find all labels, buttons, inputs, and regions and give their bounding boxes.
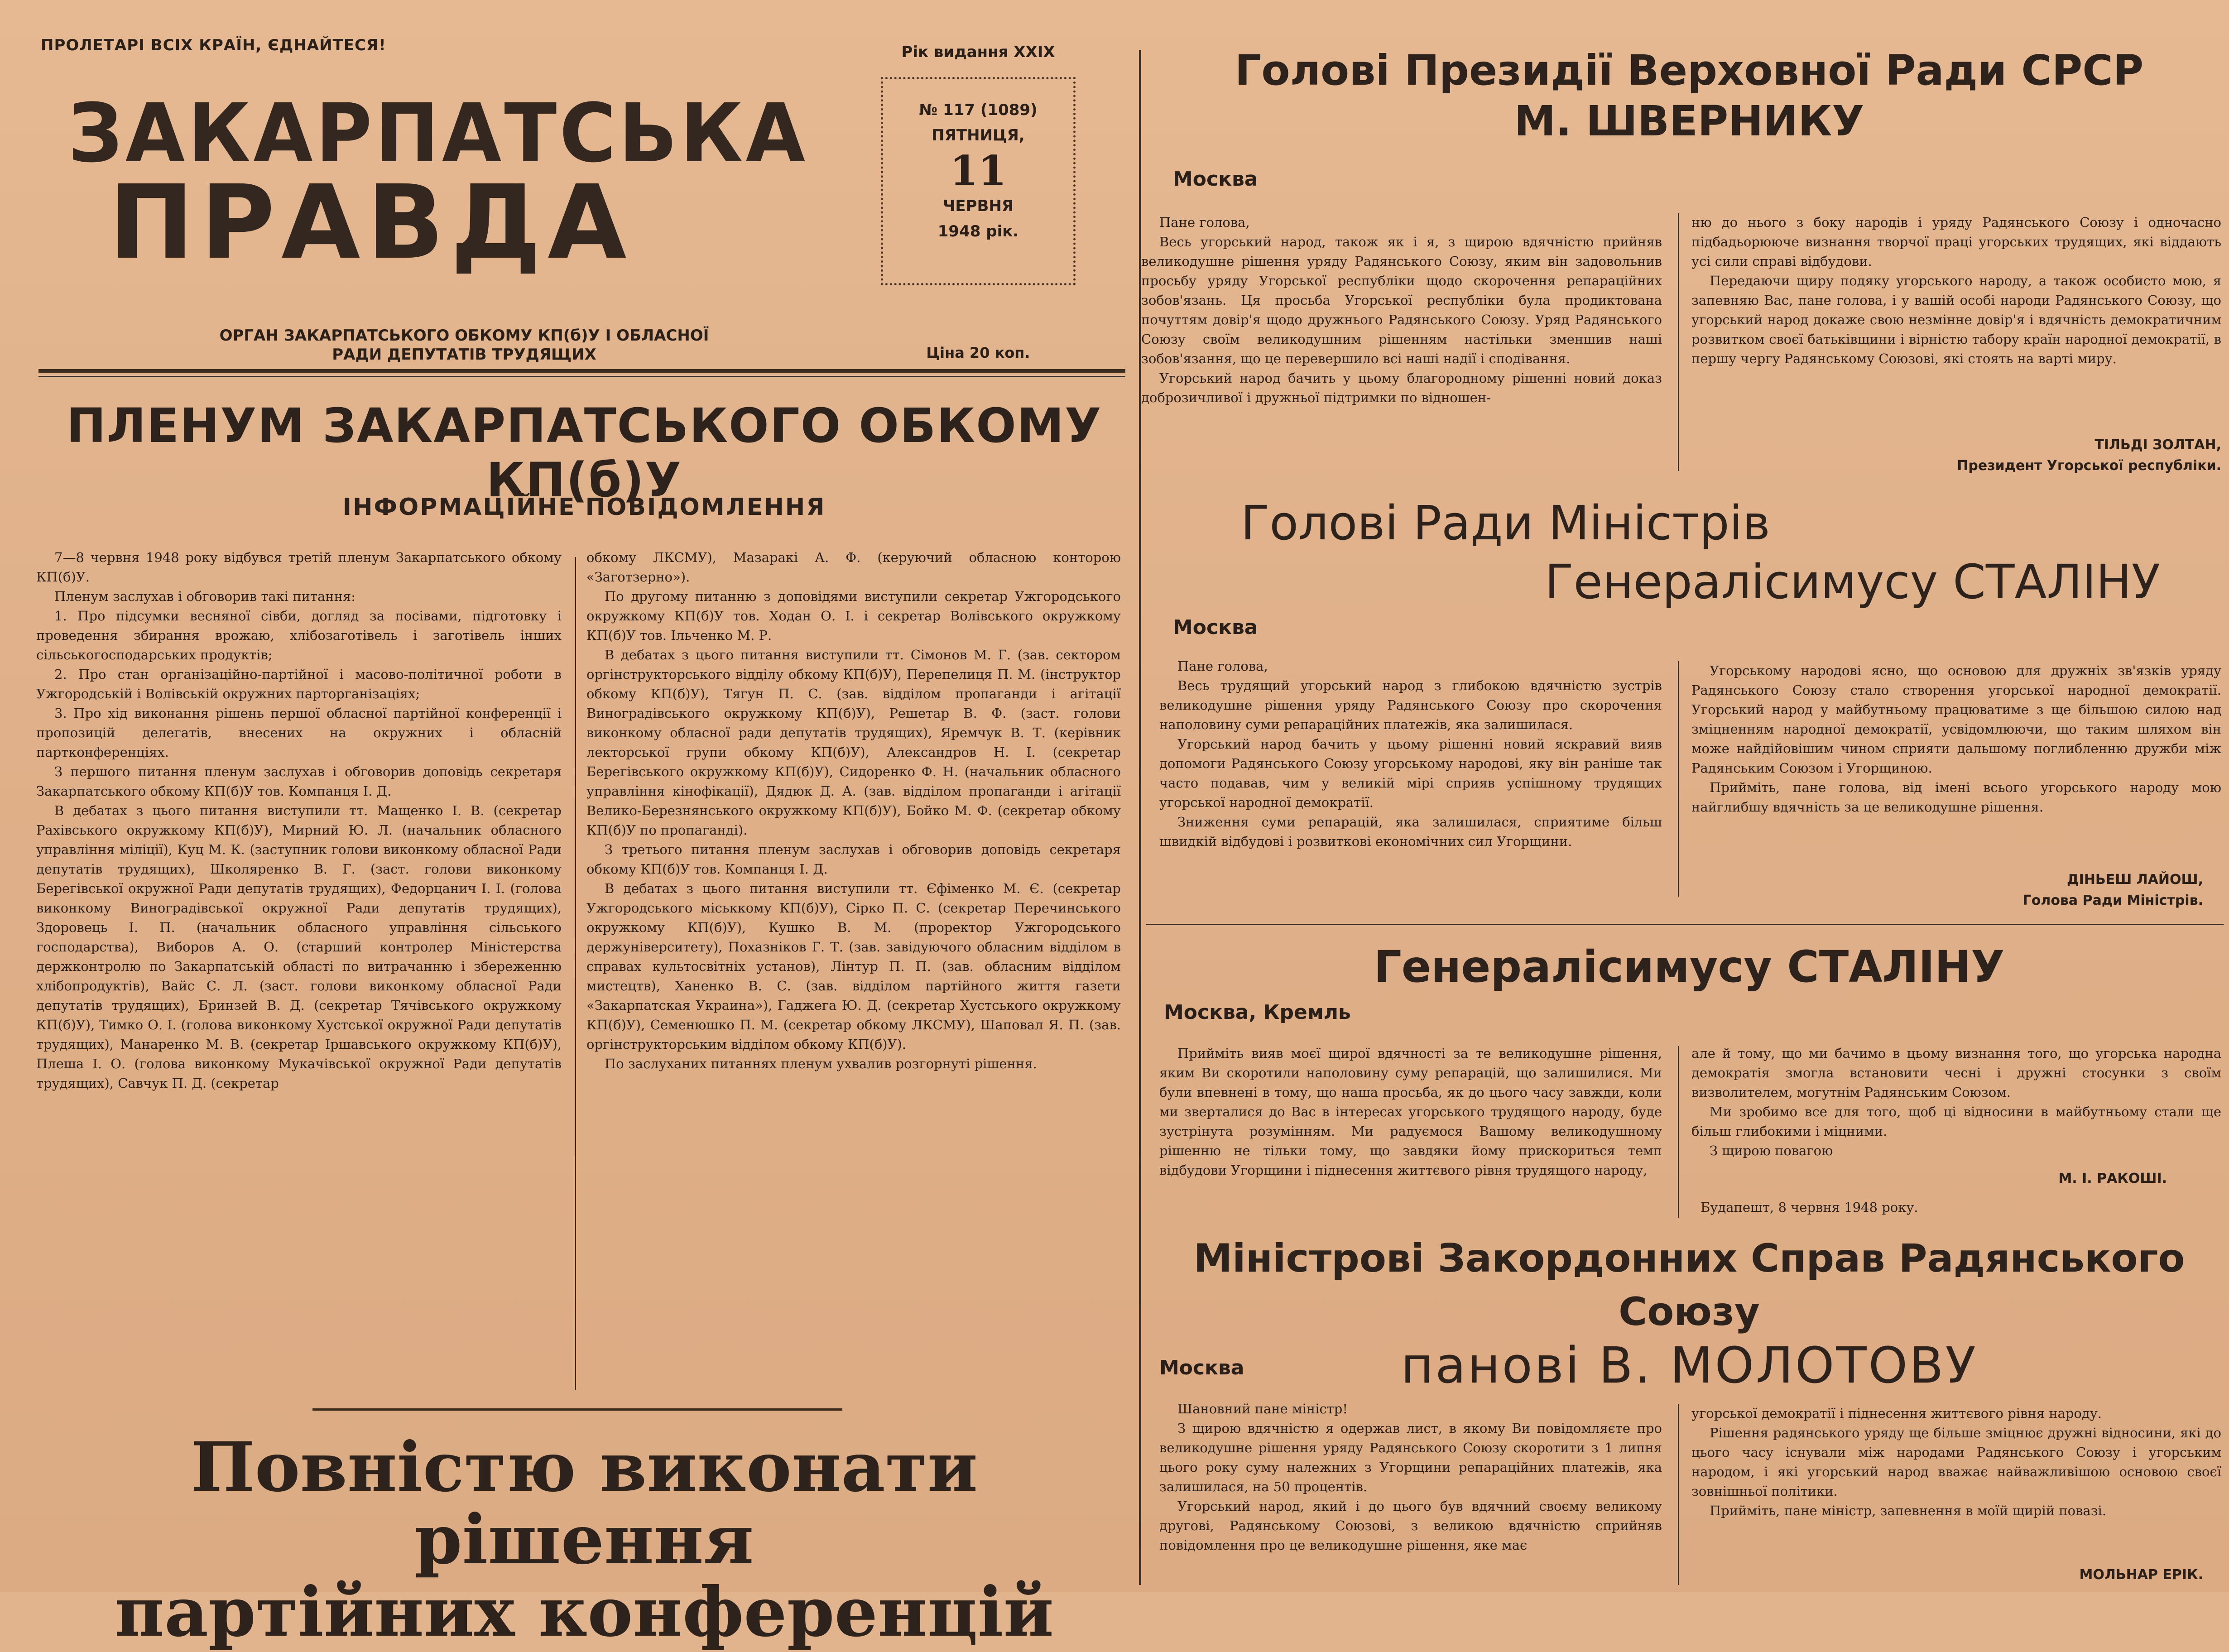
- bottom-headline-line2: партійних конференцій: [115, 1572, 1054, 1652]
- plenum-paragraph: обкому ЛКСМУ), Мазаракі А. Ф. (керуючий обласною конторою «Заготзерно»).: [586, 550, 1121, 585]
- issue-box: [881, 77, 1076, 285]
- masthead-organ: ОРГАН ЗАКАРПАТСЬКОГО ОБКОМУ КП(б)У І ОБЛАСНОЇ РАДИ ДЕПУТАТІВ ТРУДЯЩИХ: [219, 327, 709, 364]
- letter-paragraph: З щирою вдячністю я одержав лист, в якому Ви повідомляєте про великодушне рішення уряду Радянського Союзу скоротити з 1 липня цього року суму належних з Угорщини репараційних платежів, яка залишилася, на 50 процентів.: [1159, 1421, 1662, 1494]
- letter4-signer: МОЛЬНАР ЕРІК.: [2079, 1567, 2203, 1583]
- letter-separator: [1146, 924, 2224, 925]
- letter2-title-line2: Генералісимусу СТАЛІНУ: [1545, 554, 2160, 610]
- plenum-paragraph: 3. Про хід виконання рішень першої обласної партійної конференції і пропозицій делегатів, внесених на окружних і обласній партконференціях.: [36, 706, 562, 760]
- letter1-signature: [1691, 435, 2221, 476]
- letter2-column-2: [1691, 661, 2221, 817]
- letter-paragraph: але й тому, що ми бачимо в цьому визнання того, що угорська народна демократія змогла встановити чесні і дружні стосунки з своїм визволителем, могутнім Радянським Союзом.: [1691, 1046, 2221, 1100]
- plenum-title: ПЛЕНУМ ЗАКАРПАТСЬКОГО ОБКОМУ КП(б)У: [66, 398, 1102, 508]
- letter2-title-line1: Голові Ради Міністрів: [1241, 495, 1770, 551]
- plenum-paragraph: З третього питання пленум заслухав і обговорив доповідь секретаря обкому КП(б)У тов. Компанця І. Д.: [586, 842, 1121, 877]
- issue-day: 11: [950, 147, 1007, 195]
- letter1-signer-title: Президент Угорської республіки.: [1957, 458, 2221, 474]
- plenum-subtitle: ІНФОРМАЦІЙНЕ ПОВІДОМЛЕННЯ: [342, 494, 826, 521]
- letter3-signer: М. І. РАКОШІ.: [2058, 1171, 2167, 1186]
- letter1-column-divider: [1678, 213, 1679, 471]
- letter2-column-divider: [1678, 661, 1679, 897]
- plenum-column-divider: [575, 557, 576, 1390]
- bottom-headline: [41, 1427, 1128, 1652]
- letter4-column-2: [1691, 1404, 2221, 1521]
- letter-paragraph: Угорський народ бачить у цьому рішенні новий яскравий вияв допомоги Радянського Союзу угорському народові, яку він раніше так часто подавав, чим у великій мірі сприяв успішному трудящих угорської народної демократії.: [1159, 736, 1662, 810]
- letter1-title: [1150, 45, 2228, 147]
- letter4-title: [1150, 1232, 2228, 1392]
- letter3-column-2: [1691, 1044, 2221, 1161]
- letter-paragraph: Передаючи щиру подяку угорського народу, а також особисто мою, я запевняю Вас, пане голова, і у вашій особі народи Радянського Союзу, що угорський народ докаже свою незмінне довір'я і вдячність демократичним розвитком своєї батьківщини і вірністю табору країн народної демократії, в першу чергу Радянському Союзові, які стоять на варті миру.: [1691, 273, 2221, 366]
- letter-paragraph: Весь угорський народ, також як і я, з щирою вдячністю прийняв великодушне рішення уряду Радянського Союзу, яким він задовольнив просьбу уряду Угорської республіки щодо скорочення репараційних зобов'язань. Ця просьба Угорської республіки була продиктована почуттям довір'я щодо дружнього Радянського Союзу. Уряд Радянського Союзу своїм великодушним рішенням настільки зменшив наші зобов'язання, що це перевершило всі наші надії і сподівання.: [1141, 234, 1662, 366]
- year-of-publication: Рік видання XXIX: [901, 43, 1055, 61]
- letter4-city: Москва: [1159, 1356, 1244, 1379]
- letter-paragraph: Ми зробимо все для того, щоб ці відносини в майбутньому стали ще більш глибокими і міцними.: [1691, 1104, 2221, 1139]
- letter-paragraph: угорської демократії і піднесення життєвого рівня народу.: [1691, 1406, 2102, 1421]
- issue-year: 1948 рік.: [937, 222, 1019, 240]
- letter-paragraph: З щирою повагою: [1710, 1143, 1833, 1158]
- plenum-paragraph: В дебатах з цього питання виступили тт. Мащенко І. В. (секретар Рахівського окружкому КП(б)У), Мирний Ю. Л. (начальник обласного управління міліції), Куц М. К. (заступник голови виконкому обласної Ради депутатів трудящих), Школяренко В. Г. (заст. голови виконкому Берегівської окружної Ради депутатів трудящих), Федорцанич І. І. (голова виконкому Виноградівської окружної Ради депутатів трудящих), Здоровець І. П. (начальник обласного управління сільського господарства), Виборов А. О. (старший контролер Міністерства держконтролю по Закарпатській області по витрачанню і збереженню хлібопродуктів), Вайс С. Л. (заст. голови виконкому обласної Ради депутатів трудящих), Бринзей В. Д. (секретар Тячівського окружкому КП(б)У), Тимко О. І. (голова виконкому Хустської окружної Ради депутатів трудящих), Манаренко М. В. (секретар Іршавського окружкому КП(б)У), Плеша І. О. (голова виконкому Мукачівської окружної Ради депутатів трудящих), Савчук П. Д. (секретар: [36, 803, 562, 1091]
- letter4-column-divider: [1678, 1404, 1679, 1585]
- masthead-rule: [38, 369, 1125, 373]
- letter2-signer: ДІНЬЕШ ЛАЙОШ,: [2066, 872, 2203, 888]
- letter4-title-line1: Міністрові Закордонних Справ Радянського Союзу: [1193, 1236, 2185, 1335]
- letter2-title: [1177, 494, 2210, 611]
- slogan: ПРОЛЕТАРІ ВСІХ КРАЇН, ЄДНАЙТЕСЯ!: [41, 36, 386, 54]
- letter-paragraph: Угорський народ, який і до цього був вдячний своєму великому другові, Радянському Союзові, з великою вдячністю сприйняв повідомлення про це великодушне рішення, яке має: [1159, 1498, 1662, 1553]
- letter2-column-1: [1159, 657, 1662, 851]
- letter-paragraph: Прийміть вияв моєї щирої вдячності за те великодушне рішення, яким Ви скоротили наполовину суму репарацій, що залишилися. Ми були впевнені в тому, що наша просьба, як до цього часу завжди, коли ми зверталися до Вас в інтересах угорського трудящого народу, буде зустрінута розумінням. Ми радуємося Вашому великодушному рішенню не тільки тому, що завдяки йому прискориться темп відбудови Угорщини і піднесення життєвого рівня трудящого народу,: [1159, 1046, 1662, 1178]
- letter2-signer-title: Голова Ради Міністрів.: [2022, 893, 2203, 908]
- masthead-title-line2: ПРАВДА: [109, 163, 633, 282]
- plenum-paragraph: 1. Про підсумки весняної сівби, догляд за посівами, підготовку і проведення збирання врожаю, хлібозаготівель і заготівель інших сільськогосподарських продуктів;: [36, 608, 562, 663]
- letter3-column-1: [1159, 1044, 1662, 1180]
- letter3-city: Москва, Кремль: [1164, 1001, 1351, 1024]
- plenum-paragraph: З першого питання пленум заслухав і обговорив доповідь секретаря Закарпатського обкому КП(б)У тов. Компанця І. Д.: [36, 764, 562, 799]
- bottom-headline-line1: Повністю виконати рішення: [190, 1427, 978, 1580]
- letter1-city: Москва: [1173, 168, 1258, 191]
- letter1-title-line1: Голові Президії Верховної Ради СРСР: [1235, 46, 2144, 95]
- letter3-title: Генералісимусу СТАЛІНУ: [1374, 941, 2005, 992]
- letter-paragraph: Пане голова,: [1159, 215, 1250, 230]
- issue-month: ЧЕРВНЯ: [942, 197, 1014, 215]
- letter1-title-line2: М. ШВЕРНИКУ: [1514, 97, 1864, 145]
- masthead-title-line1: ЗАКАРПАТСЬКА: [68, 86, 808, 181]
- plenum-paragraph: По другому питанню з доповідями виступили секретар Ужгородського окружкому КП(б)У тов. Ходан О. І. і секретар Волівського окружкому КП(б)У тов. Ільченко М. Р.: [586, 589, 1121, 643]
- letter1-column-2: [1691, 213, 2221, 369]
- letter-paragraph: Угорський народ бачить у цьому благородному рішенні новий доказ доброзичливої і дружньої підтримки по відношен-: [1141, 370, 1662, 405]
- letter-paragraph: Угорському народові ясно, що основою для дружніх зв'язків уряду Радянського Союзу стало створення угорської народної демократії. Угорський народ у майбутньому працюватиме з ще більшою силою над зміцненням народної демократії, усвідомлюючи, що таким шляхом він може найдійовішим чином сприяти дальшому поглибленню дружби між Радянським Союзом і Угорщиною.: [1691, 663, 2221, 776]
- letter3-column-divider: [1678, 1046, 1679, 1218]
- letter-paragraph: Пане голова,: [1177, 658, 1268, 674]
- letter1-column-1: [1141, 213, 1662, 408]
- letter-paragraph: Весь трудящий угорський народ з глибокою вдячністю зустрів великодушне рішення уряду Радянського Союзу про скорочення наполовину суми репараційних платежів, яка залишилася.: [1159, 678, 1662, 732]
- letter2-signature: [1691, 869, 2203, 911]
- letter4-column-1: [1159, 1399, 1662, 1555]
- letter-paragraph: Зниження суми репарацій, яка залишилася, сприятиме більш швидкій відбудові і розвиткові економічних сил Угорщини.: [1159, 814, 1662, 849]
- plenum-column-2: [586, 548, 1121, 1074]
- letter-paragraph: Шановний пане міністр!: [1177, 1401, 1348, 1417]
- plenum-paragraph: Пленум заслухав і обговорив такі питання:: [54, 589, 356, 604]
- issue-number: № 117 (1089): [919, 101, 1038, 119]
- plenum-column-1: [36, 548, 562, 1093]
- issue-price: Ціна 20 коп.: [926, 344, 1030, 361]
- letter-paragraph: Рішення радянського уряду ще більше зміцнює дружні відносини, які до цього часу існували між народами Радянського Союзу і угорським народом, і які угорський народ вважає найважливішою основою своєї зовнішньої політики.: [1691, 1425, 2221, 1499]
- plenum-paragraph: По заслуханих питаннях пленум ухвалив розгорнуті рішення.: [605, 1056, 1037, 1071]
- letter-paragraph: Прийміть, пане голова, від імені всього угорського народу мою найглибшу вдячність за це великодушне рішення.: [1691, 780, 2221, 815]
- plenum-paragraph: В дебатах з цього питання виступили тт. Сімонов М. Г. (зав. сектором оргінструкторського відділу обкому КП(б)У), Перепелиця П. М. (інструктор обкому КП(б)У), Тягун П. С. (зав. відділом пропаганди і агітації Виноградівського окружкому КП(б)У), Решетар В. Ф. (заст. голови виконкому обласної ради депутатів трудящих), Яремчук В. Т. (керівник лекторської групи обкому КП(б)У), Александров Н. І. (секретар Берегівського окружкому КП(б)У), Сидоренко Ф. Н. (начальник обласного управління кінофікації), Дядюк Д. А. (зав. відділом пропаганди і агітації Велико-Березнянського окружкому КП(б)У), Бойко М. Ф. (секретар обкому КП(б)У по пропаганді).: [586, 647, 1121, 838]
- letter1-signer: ТІЛЬДІ ЗОЛТАН,: [2094, 437, 2221, 453]
- plenum-paragraph: В дебатах з цього питання виступили тт. Єфіменко М. Є. (секретар Ужгородського міськкому КП(б)У), Сірко П. С. (секретар Перечинського окружкому КП(б)У), Кушко В. М. (проректор Ужгородського держуніверситету), Похазніков Г. Т. (зав. завідуючого обласним відділом в справах культосвітніх установ), Лінтур П. П. (зав. обласним відділом мистецтв), Ханенко В. С. (зав. відділом партійного життя газети «Закарпатская Украина»), Гаджега Ю. Д. (секретар Хустського окружкому КП(б)У), Семенюшко П. М. (секретар обкому ЛКСМУ), Шаповал Я. П. (зав. оргінструкторським відділом обкому КП(б)У).: [586, 881, 1121, 1052]
- letter-paragraph: Прийміть, пане міністр, запевнення в моїй щирій повазі.: [1710, 1503, 2107, 1518]
- issue-weekday: ПЯТНИЦЯ,: [932, 126, 1025, 144]
- masthead-rule-thin: [38, 376, 1125, 377]
- plenum-paragraph: 2. Про стан організаційно-партійної і масово-політичної роботи в Ужгородській і Волівській окружних парторганізаціях;: [36, 667, 562, 701]
- section-rule: [312, 1408, 842, 1411]
- letter-paragraph: ню до нього з боку народів і уряду Радянського Союзу і одночасно підбадьорююче визнання творчої праці угорських трудящих, які віддають усі сили справі відбудови.: [1691, 215, 2221, 269]
- plenum-paragraph: 7—8 червня 1948 року відбувся третій пленум Закарпатського обкому КП(б)У.: [36, 550, 562, 585]
- letter2-city: Москва: [1173, 616, 1258, 639]
- letter4-title-line2: панові В. МОЛОТОВУ: [1401, 1336, 1978, 1394]
- letter3-date: Будапешт, 8 червня 1948 року.: [1701, 1200, 1918, 1215]
